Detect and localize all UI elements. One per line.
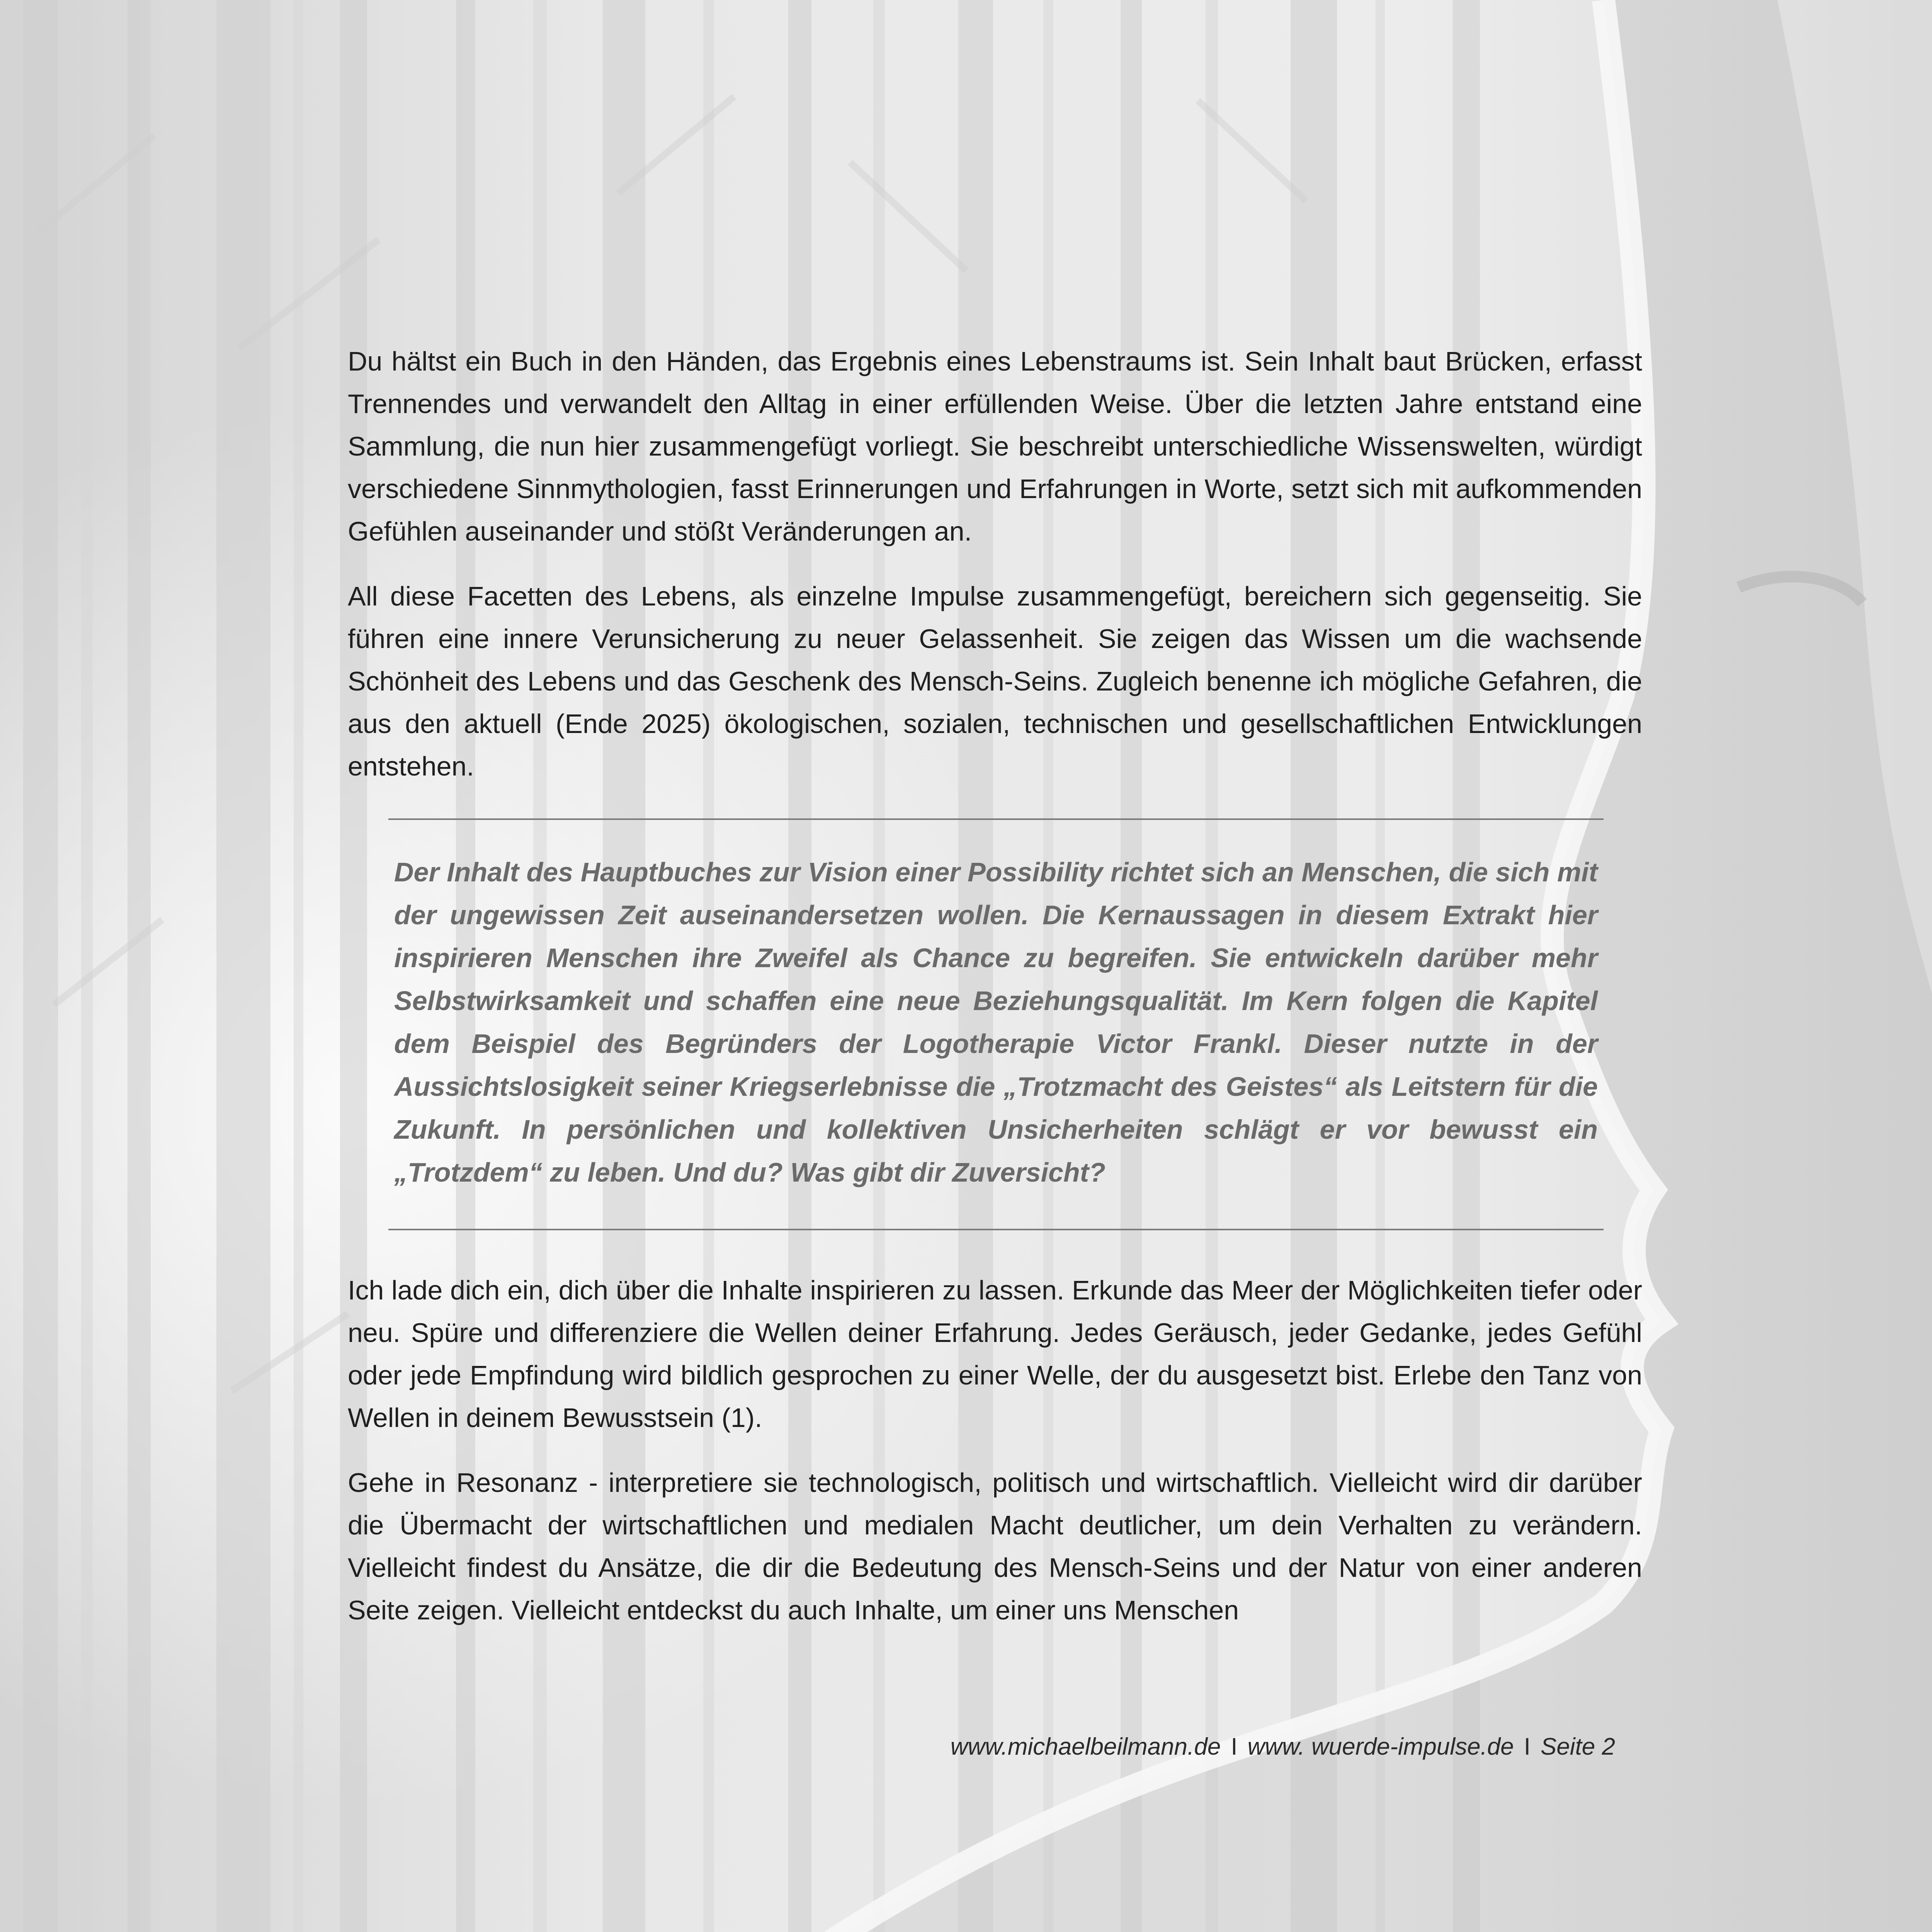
footer-website-2: www. wuerde-impulse.de	[1247, 1733, 1514, 1760]
page-footer	[831, 1733, 1615, 1760]
footer-page-number: Seite 2	[1540, 1733, 1615, 1760]
paragraph-invitation: Ich lade dich ein, dich über die Inhalte inspirieren zu lassen. Erkunde das Meer der Möglichkeiten tiefer oder neu. Spüre und differenziere die Wellen deiner Erfahrung. Jedes Geräusch, jeder Gedanke, jedes Gefühl oder jede Empfindung wird bildlich gesprochen zu einer Welle, der du ausgesetzt bist. Erlebe den Tanz von Wellen in deinem Bewusstsein (1).	[348, 1275, 1642, 1433]
highlighted-quote-box	[388, 818, 1604, 1230]
footer-website-1: www.michaelbeilmann.de	[950, 1733, 1221, 1760]
paragraph-facets: All diese Facetten des Lebens, als einzelne Impulse zusammengefügt, bereichern sich gegenseitig. Sie führen eine innere Verunsicherung zu neuer Gelassenheit. Sie zeigen das Wissen um die wachsende Schönheit des Lebens und das Geschenk des Mensch-Seins. Zugleich benenne ich mögliche Gefahren, die aus den aktuell (Ende 2025) ökologischen, sozialen, technischen und gesellschaftlichen Entwicklungen entstehen.	[348, 581, 1642, 781]
paragraph-intro: Du hältst ein Buch in den Händen, das Ergebnis eines Lebenstraums ist. Sein Inhalt baut Brücken, erfasst Trennendes und verwandelt den Alltag in einer erfüllenden Weise. Über die letzten Jahre entstand eine Sammlung, die nun hier zusammengefügt vorliegt. Sie beschreibt unterschiedliche Wissenswelten, würdigt verschiedene Sinnmythologien, fasst Erinnerungen und Erfahrungen in Worte, setzt sich mit aufkommenden Gefühlen auseinander und stößt Veränderungen an.	[348, 346, 1642, 546]
footer-separator: I	[1231, 1733, 1238, 1760]
footer-separator-2: I	[1524, 1733, 1531, 1760]
quote-text: Der Inhalt des Hauptbuches zur Vision einer Possibility richtet sich an Menschen, die sich mit der ungewissen Zeit auseinandersetzen wollen. Die Kernaussagen in diesem Extrakt hier inspirieren Menschen ihre Zweifel als Chance zu begreifen. Sie entwickeln darüber mehr Selbstwirksamkeit und schaffen eine neue Beziehungsqualität. Im Kern folgen die Kapitel dem Beispiel des Begründers der Logotherapie Victor Frankl. Dieser nutzte in der Aussichtslosigkeit seiner Kriegserlebnisse die „Trotzmacht des Geistes“ als Leitstern für die Zukunft. In persönlichen und kollektiven Unsicherheiten schlägt er vor bewusst ein „Trotzdem“ zu leben. Und du? Was gibt dir Zuversicht?	[394, 857, 1598, 1187]
main-text-column	[348, 340, 1642, 1654]
paragraph-resonance: Gehe in Resonanz - interpretiere sie technologisch, politisch und wirtschaftlich. Vielleicht wird dir darüber die Übermacht der wirtschaftlichen und medialen Macht deutlicher, um dein Verhalten zu verändern. Vielleicht findest du Ansätze, die dir die Bedeutung des Mensch-Seins und der Natur von einer anderen Seite zeigen. Vielleicht entdeckst du auch Inhalte, um einer uns Menschen	[348, 1468, 1642, 1625]
